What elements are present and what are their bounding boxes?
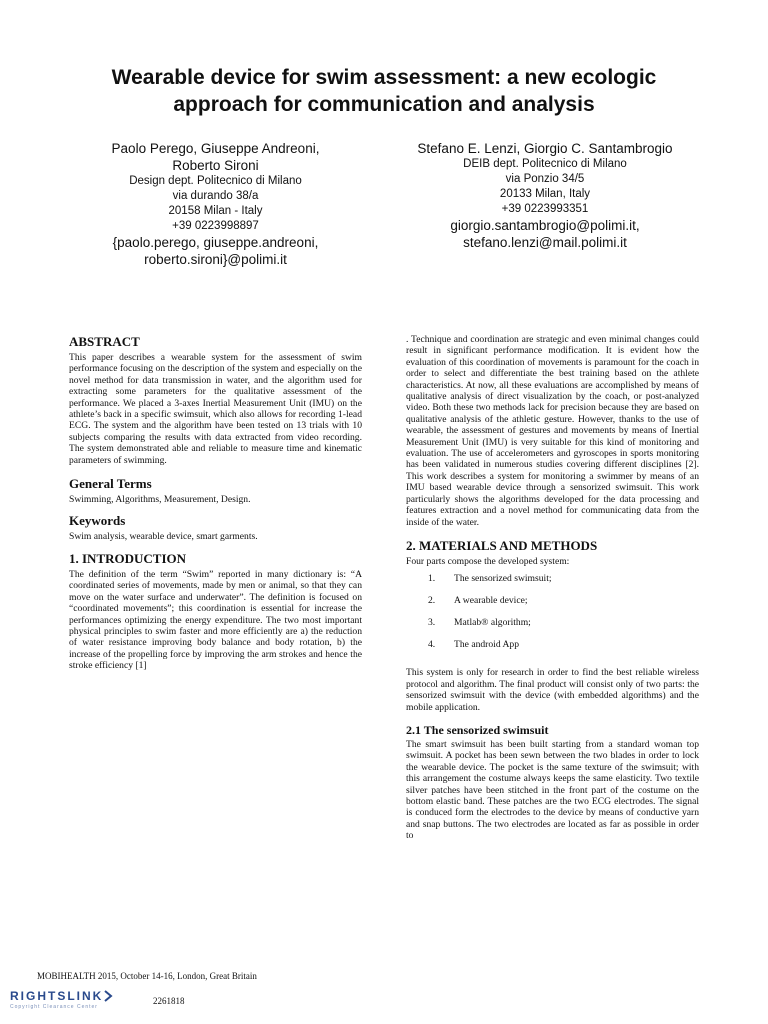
materials-text: This system is only for research in order to find the best reliable wireless protocol and algorithm. The final product will consist only of two parts: the sensorized swimsuit with the device (with embedded algorithms) and the mobile application. (406, 667, 699, 713)
list-item: 3. Matlab® algorithm; (428, 617, 531, 629)
affiliation-line: 20158 Milan - Italy (168, 205, 263, 217)
author-names: Stefano E. Lenzi, Giorgio C. Santambrogio (417, 141, 673, 156)
abstract-text: This paper describes a wearable system for the assessment of swim performance focusing on the description of the system and especially on the novel method for data transmission in water, and the algorithm used for extracting some parameters for the qualitative assessment of the performance. We placed a 3-axes Inertial Measurement Unit (IMU) on the athlete’s back in a specific swimsuit, which also allows for recording 1-lead ECG. The system and the algorithm have been tested on 13 trials with 10 subjects comparing the results with data extracted from video recording. The system demonstrated able and reliable to measure time and kinematic parameters of swimming. (69, 352, 362, 466)
affiliation-line: +39 0223993351 (501, 203, 589, 215)
document-number: 2261818 (153, 996, 185, 1006)
affiliation-line: +39 0223998897 (172, 220, 259, 232)
swimsuit-heading: 2.1 The sensorized swimsuit (406, 722, 549, 737)
rightslink-subtitle: Copyright Clearance Center (10, 1004, 98, 1010)
title-line-1: Wearable device for swim assessment: a new ecologic (111, 66, 657, 89)
author-email: stefano.lenzi@mail.polimi.it (463, 235, 627, 250)
author-email: roberto.sironi}@polimi.it (144, 252, 287, 267)
affiliation-line: via durando 38/a (172, 190, 259, 202)
introduction-heading: 1. INTRODUCTION (69, 550, 187, 566)
affiliation-line: DEIB dept. Politecnico di Milano (463, 158, 627, 170)
author-names: Roberto Sironi (172, 158, 259, 173)
parts-list (406, 573, 699, 661)
affiliation-line: Design dept. Politecnico di Milano (129, 175, 302, 187)
materials-intro: Four parts compose the developed system: (406, 555, 570, 567)
rightslink-logo-text: RIGHTSLINK (10, 989, 104, 1003)
conference-footer: MOBIHEALTH 2015, October 14-16, London, Great Britain (37, 971, 257, 981)
keywords-text: Swim analysis, wearable device, smart garments. (69, 531, 258, 543)
general-terms-text: Swimming, Algorithms, Measurement, Design. (69, 494, 251, 506)
list-item: 1. The sensorized swimsuit; (428, 573, 552, 585)
right-column (406, 334, 699, 842)
author-email: giorgio.santambrogio@polimi.it, (450, 218, 640, 233)
introduction-text: The definition of the term “Swim” reported in many dictionary is: “A coordinated series of movements, made by men or animal, so that they can move on the water surface and underwater”. The definition is focused on “coordinated movements”; this coordination is essential for increase the performances optimizing the energy expenditure. The two most important physical principles to swim faster and more efficiently are a) the reduction of water resistance improving body balance and body rotation, b) the increase of the propelling force by improving the arm strokes and hence the stroke efficiency [1] (69, 568, 362, 672)
keywords-heading: Keywords (69, 513, 126, 529)
author-block-right (395, 140, 695, 251)
general-terms-heading: General Terms (69, 476, 152, 492)
list-item: 4. The android App (428, 639, 520, 651)
chevron-right-icon (103, 990, 113, 1002)
list-item: 2. A wearable device; (428, 595, 528, 607)
materials-heading: 2. MATERIALS AND METHODS (406, 537, 598, 553)
swimsuit-text: The smart swimsuit has been built starting from a standard woman top swimsuit. A pocket has been sewn between the two blades in order to lock the wearable device. The pocket is the same texture of the swimsuit; with this arrangement the costume always keeps the same elasticity. Two textile silver patches have been stitched in the front part of the costume on the bottom elastic band. These patches are the two ECG electrodes. The signal is conduced form the electrodes to the device by means of conductive yarn and snap buttons. The two electrodes are located as far as possible in order to (406, 738, 699, 842)
paper-title (40, 64, 728, 118)
author-block-left (78, 140, 353, 268)
introduction-continued: . Technique and coordination are strategic and even minimal changes could result in significant performance modification. It is evident how the evaluation of this coordination of movements is paramount for the coach in order to select and differentiate the best training based on the athlete characteristics. At now, all these evaluations are accomplished by means of qualitative analysis of direct visualization by the coach, or post-analyzed video. Both these two methods lack for precision because they are based on qualitative analysis of the athletic gesture. However, thanks to the use of wearable, the assessment of gestures and movements by means of Inertial Measurement Unit (IMU) is very suitable for this kind of monitoring and evaluation. The use of accelerometers and gyroscopes in sports monitoring has been validated in numerous studies covering different disciplines [2]. This work describes a system for monitoring a swimmer by means of an IMU based wearable device through a sensorized swimsuit. This work particularly shows the algorithms developed for the data processing and features extraction and a novel method for communicating data from the inside of the water. (406, 334, 699, 528)
abstract-heading: ABSTRACT (69, 334, 140, 349)
left-column (69, 334, 362, 672)
title-line-2: approach for communication and analysis (173, 93, 595, 116)
author-email: {paolo.perego, giuseppe.andreoni, (112, 235, 319, 250)
affiliation-line: 20133 Milan, Italy (499, 188, 591, 200)
author-names: Paolo Perego, Giuseppe Andreoni, (111, 141, 320, 156)
affiliation-line: via Ponzio 34/5 (505, 173, 585, 185)
